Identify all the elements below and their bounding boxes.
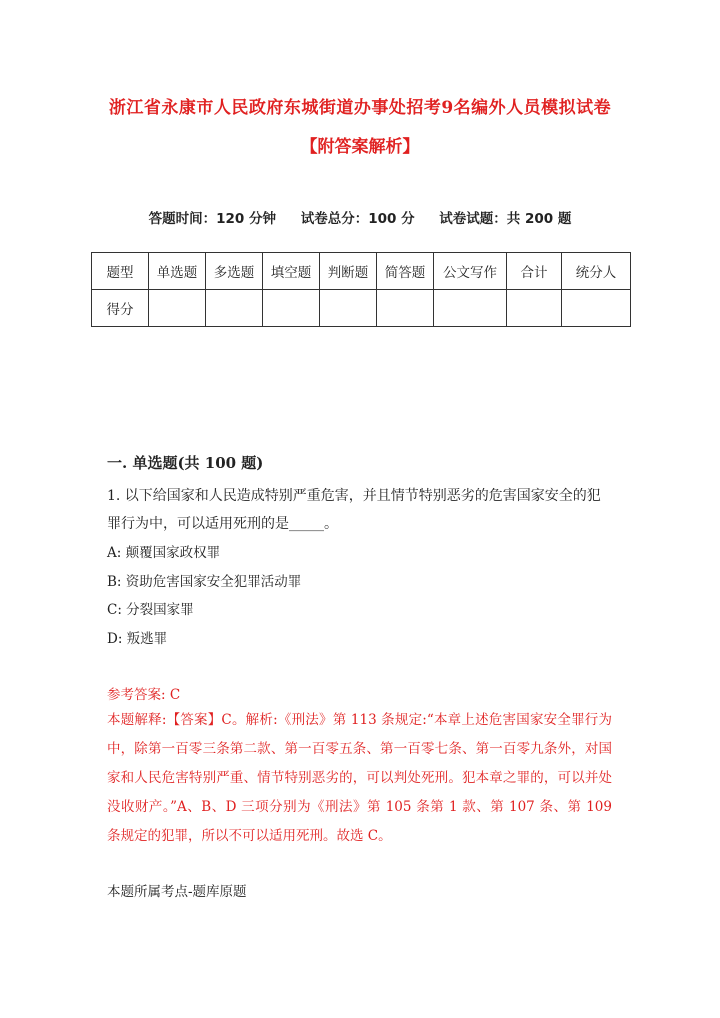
exam-total-score: 试卷总分：100 分 (300, 211, 415, 227)
score-table-header: 公文写作 (434, 253, 507, 290)
reference-answer: 参考答案: C (107, 687, 181, 703)
option-d: D: 叛逃罪 (107, 631, 168, 647)
score-cell (507, 290, 562, 327)
score-table-header: 判断题 (320, 253, 377, 290)
score-cell (434, 290, 507, 327)
score-cell (206, 290, 263, 327)
score-table-header: 简答题 (377, 253, 434, 290)
exam-time: 答题时间：120 分钟 (148, 211, 276, 227)
score-table-header: 填空题 (263, 253, 320, 290)
score-table-header: 多选题 (206, 253, 263, 290)
score-table-header: 单选题 (149, 253, 206, 290)
score-table (91, 252, 631, 327)
section-title: 一. 单选题(共 100 题) (107, 454, 264, 472)
exam-question-count: 试卷试题：共 200 题 (439, 211, 572, 227)
score-cell (377, 290, 434, 327)
score-cell (149, 290, 206, 327)
answer-explanation: 本题解释:【答案】C。解析:《刑法》第 113 条规定:“本章上述危害国家安全罪行为中，除第一百零三条第二款、第一百零五条、第一百零七条、第一百零九条外，对国家和人民危害特别严重、情节特别恶劣的，可以判处死刑。犯本章之罪的，可以并处没收财产。”A、B、D 三项分别为《刑法》第 105 条第 1 款、第 107 条、第 109 条规定的犯罪，所以不可以适用死刑。故选 C。 (107, 712, 612, 844)
question-text: 1. 以下给国家和人民造成特别严重危害，并且情节特别恶劣的危害国家安全的犯罪行为中，可以适用死刑的是_____。 (107, 488, 601, 532)
question-source: 本题所属考点-题库原题 (107, 884, 247, 900)
option-c: C: 分裂国家罪 (107, 602, 194, 618)
score-table-header: 题型 (92, 253, 149, 290)
option-a: A: 颠覆国家政权罪 (107, 545, 221, 561)
score-cell (320, 290, 377, 327)
score-cell (263, 290, 320, 327)
score-table-score-row (92, 290, 631, 327)
score-table-header: 统分人 (562, 253, 631, 290)
exam-meta (0, 207, 720, 227)
score-table-header: 合计 (507, 253, 562, 290)
score-row-label: 得分 (92, 290, 149, 327)
exam-title: 浙江省永康市人民政府东城街道办事处招考9名编外人员模拟试卷 (108, 98, 612, 118)
score-cell (562, 290, 631, 327)
option-b: B: 资助危害国家安全犯罪活动罪 (107, 574, 302, 590)
exam-subtitle: 【附答案解析】 (300, 137, 420, 157)
score-table-header-row (92, 253, 631, 290)
